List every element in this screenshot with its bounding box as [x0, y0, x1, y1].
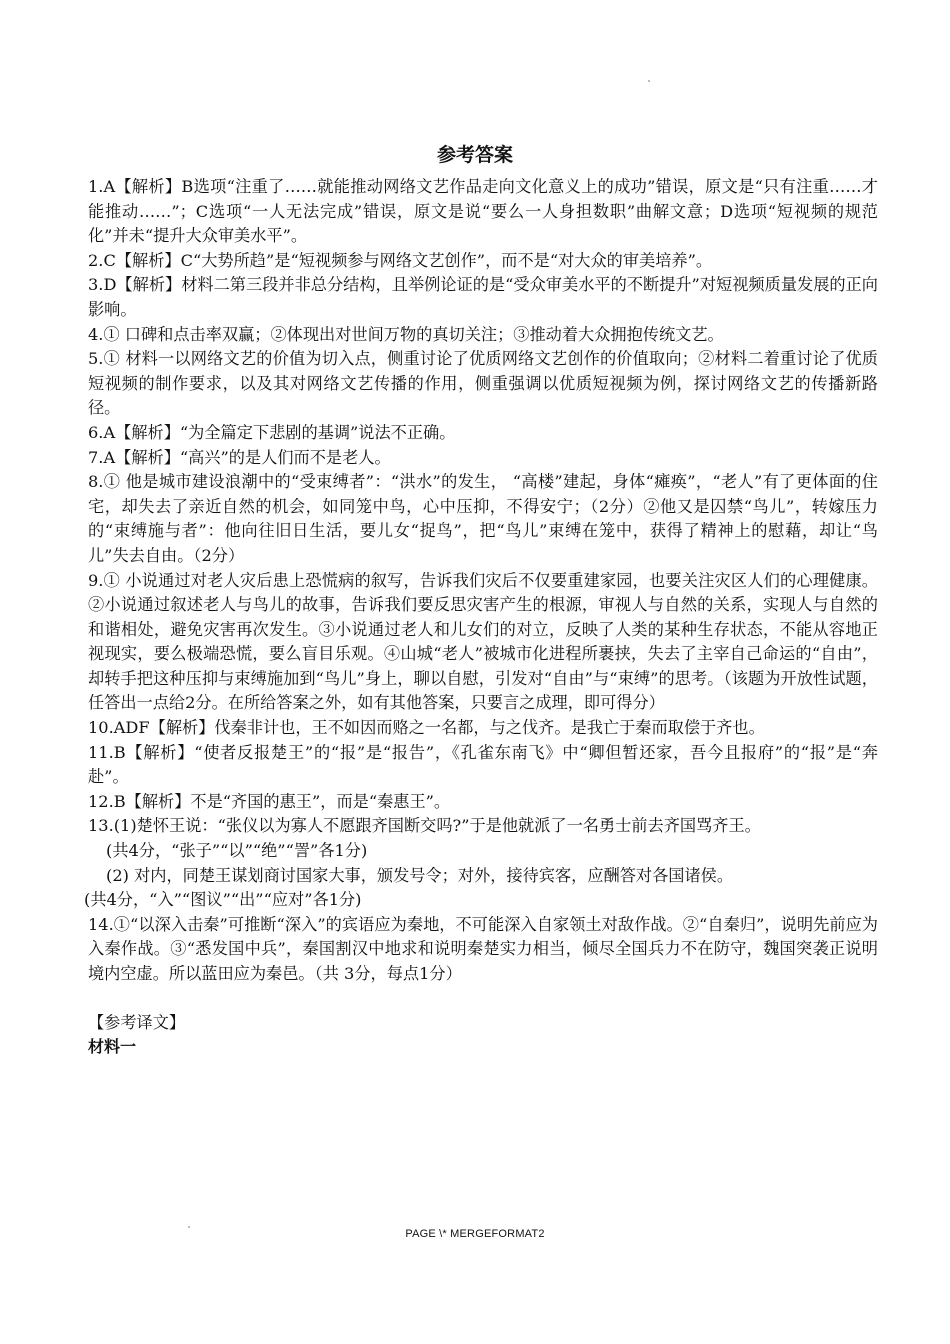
- answer-7: 7.A【解析】“高兴”的是人们而不是老人。: [88, 447, 391, 467]
- answer-12: 12.B【解析】不是“齐国的惠王”，而是“秦惠王”。: [88, 791, 451, 811]
- answer-body: [84, 175, 878, 1060]
- answer-13-part-2: (2) 对内，同楚王谋划商讨国家大事，颁发号令；对外，接待宾客，应酬答对各国诸侯。: [106, 865, 734, 885]
- answer-6: 6.A【解析】“为全篇定下悲剧的基调”说法不正确。: [88, 422, 456, 442]
- material-heading: 材料一: [88, 1037, 137, 1057]
- page-title: 参考答案: [436, 144, 513, 166]
- answer-13: 13.(1)楚怀王说：“张仪以为寡人不愿跟齐国断交吗?”于是他就派了一名勇士前去齐国骂齐王。: [88, 816, 761, 836]
- answer-14: 14.①“以深入击秦”可推断“深入”的宾语应为秦地，不可能深入自家领土对敌作战。②“自秦归”，说明先前应为入秦作战。③“悉发国中兵”，秦国割汉中地求和说明秦楚实力相当，倾尽全国兵力不在防守，魏国突袭正说明境内空虚。所以蓝田应为秦邑。（共 3分，每点1分）: [88, 914, 878, 983]
- spacer: [88, 987, 878, 1011]
- answer-13-scoring-1: (共4分，“张子”“以”“绝”“詈”各1分): [106, 841, 368, 861]
- page-footer: PAGE \* MERGEFORMAT2: [405, 1228, 545, 1240]
- answer-13-scoring-2: (共4分，“入”“图议”“出”“应对”各1分): [84, 890, 362, 910]
- answer-2: 2.C【解析】C“大势所趋”是“短视频参与网络文艺创作”，而不是“对大众的审美培养”。: [88, 250, 713, 270]
- answer-9: 9.① 小说通过对老人灾后患上恐慌病的叙写，告诉我们灾后不仅要重建家园，也要关注灾区人们的心理健康。②小说通过叙述老人与鸟儿的故事，告诉我们要反思灾害产生的根源，审视人与自然的关系，实现人与自然的和谐相处，避免灾害再次发生。③小说通过老人和儿女们的对立，反映了人类的某种生存状态，不能从容地正视现实，要么极端恐慌，要么盲目乐观。④山城“老人”被城市化进程所裹挟，失去了主宰自己命运的“自由”，却转手把这种压抑与束缚施加到“鸟儿”身上，聊以自慰，引发对“自由”与“束缚”的思考。（该题为开放性试题，任答出一点给2分。在所给答案之外，如有其他答案，只要言之成理，即可得分）: [88, 570, 878, 713]
- answer-10: 10.ADF【解析】伐秦非计也，王不如因而赂之一名都，与之伐齐。是我亡于秦而取偿于齐也。: [88, 718, 765, 738]
- answer-1: 1.A【解析】B选项“注重了……就能推动网络文艺作品走向文化意义上的成功”错误，原文是“只有注重……才能推动……”；C选项“一人无法完成”错误，原文是说“要么一人身担数职”曲解文意；D选项“短视频的规范化”并未“提升大众审美水平”。: [88, 177, 878, 246]
- answer-3: 3.D【解析】材料二第三段并非总分结构，且举例论证的是“受众审美水平的不断提升”对短视频质量发展的正向影响。: [88, 275, 878, 319]
- scan-dot: [648, 80, 650, 82]
- answer-11: 11.B【解析】“使者反报楚王”的“报”是“报告”，《孔雀东南飞》中“卿但暂还家，吾今且报府”的“报”是“奔赴”。: [88, 742, 878, 787]
- translation-heading: 【参考译文】: [88, 1012, 186, 1032]
- answer-8: 8.① 他是城市建设浪潮中的“受束缚者”：“洪水”的发生， “高楼”建起，身体“瘫痪”，“老人”有了更体面的住宅，却失去了亲近自然的机会，如同笼中鸟，心中压抑，不得安宁；（2分）②他又是囚禁“鸟儿”，转嫁压力的“束缚施与者”：他向往旧日生活，要儿女“捉鸟”，把“鸟儿”束缚在笼中，获得了精神上的慰藉，却让“鸟儿”失去自由。（2分）: [88, 472, 878, 565]
- answer-5: 5.① 材料一以网络文艺的价值为切入点，侧重讨论了优质网络文艺创作的价值取向；②材料二着重讨论了优质短视频的制作要求，以及其对网络文艺传播的作用，侧重强调以优质短视频为例，探讨网络文艺的传播新路径。: [88, 349, 878, 418]
- answer-4: 4.① 口碑和点击率双赢；②体现出对世间万物的真切关注；③推动着大众拥抱传统文艺。: [88, 324, 724, 344]
